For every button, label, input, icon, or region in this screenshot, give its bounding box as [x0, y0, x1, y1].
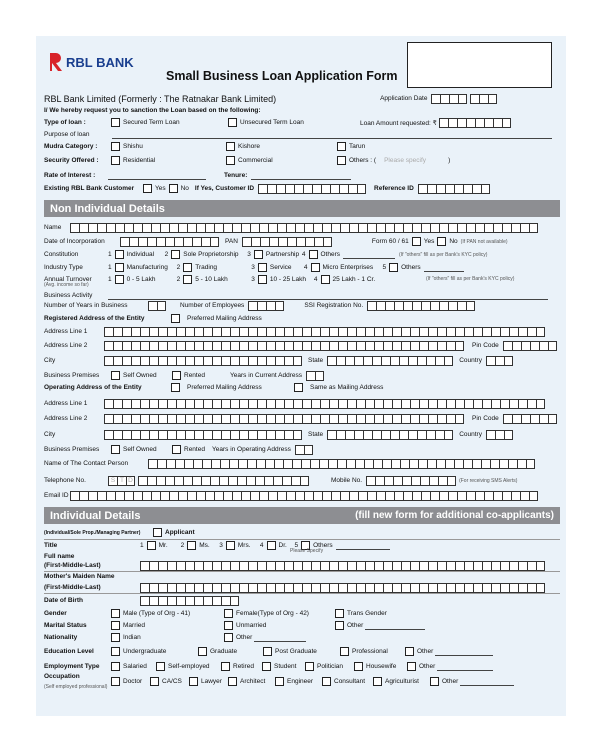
op-address-line-1-label: Address Line 1: [44, 400, 88, 407]
op-state-boxes[interactable]: [327, 430, 453, 440]
telephone-label: Telephone No.: [44, 477, 86, 484]
reg-country-boxes[interactable]: [486, 356, 513, 366]
industry-num-3: 3: [251, 264, 255, 271]
title-specify: Please Specify: [290, 548, 324, 554]
contact-person-label: Name of The Contact Person: [44, 460, 129, 467]
years-in-business-label: Number of Years in Business: [44, 302, 128, 309]
mother-name-label: Mother's Maiden Name: [44, 573, 115, 580]
premises-self-owned-label: Self Owned: [123, 372, 157, 379]
industry-micro-label: Micro Enterprises: [322, 264, 374, 271]
emp-salaried-label: Salaried: [123, 663, 147, 670]
std-d: D: [126, 476, 135, 486]
industry-service-checkbox[interactable]: [258, 263, 267, 272]
form60-yes-label: Yes: [423, 238, 435, 245]
turnover-label: Annual Turnover: [44, 276, 92, 283]
legal-name: RBL Bank Limited (Formerly : The Ratnakar Bank Limited): [44, 93, 277, 104]
application-date-boxes-2[interactable]: [470, 94, 497, 104]
kishore-label: Kishore: [238, 143, 261, 150]
existing-no-label: No: [180, 185, 189, 192]
unsecured-loan-checkbox[interactable]: [228, 118, 237, 127]
edu-graduate-label: Graduate: [210, 648, 238, 655]
emp-self-employed-checkbox[interactable]: [156, 662, 165, 671]
individual-title: Individual Details: [50, 509, 141, 522]
emp-student-checkbox[interactable]: [262, 662, 271, 671]
gender-female-label: Female(Type of Org - 42): [236, 610, 309, 617]
commercial-checkbox[interactable]: [226, 156, 235, 165]
marital-other-label: Other: [347, 622, 364, 629]
commercial-label: Commercial: [238, 157, 273, 164]
reg-state-boxes[interactable]: [327, 356, 453, 366]
sms-note: (For receiving SMS Alerts): [459, 477, 518, 484]
security-others-label: Others : (: [349, 157, 377, 164]
security-close-paren: ): [448, 157, 451, 164]
application-form-page: [36, 36, 566, 716]
industry-micro-checkbox[interactable]: [311, 263, 320, 272]
mudra-label: Mudra Category :: [44, 143, 98, 150]
op-country-label: Country: [459, 431, 482, 438]
bank-logo: [48, 52, 134, 72]
employment-label: Employment Type: [44, 663, 100, 670]
gender-trans-label: Trans Gender: [347, 610, 387, 617]
constitution-num-2: 2: [164, 251, 169, 258]
turnover-num-4: 4: [313, 276, 318, 283]
nationality-other-checkbox[interactable]: [224, 633, 233, 642]
occupation-label: Occupation: [44, 672, 80, 680]
non-individual-heading: [44, 200, 560, 217]
form-title: Small Business Loan Application Form: [166, 69, 398, 83]
occupation-note: (Self employed professional): [44, 684, 108, 690]
op-premises-label: Business Premises: [44, 446, 100, 453]
title-num-1: 1: [140, 542, 144, 549]
occ-agriculturist-label: Agriculturist: [385, 678, 419, 685]
edu-professional-checkbox[interactable]: [340, 647, 349, 656]
marital-married-label: Married: [123, 622, 146, 629]
full-name-fml: (First-Middle-Last): [44, 562, 101, 569]
kishore-checkbox[interactable]: [226, 142, 235, 151]
title-dr-label: Dr.: [278, 542, 287, 549]
op-state-label: State: [308, 431, 324, 438]
gender-male-checkbox[interactable]: [111, 609, 120, 618]
nationality-label: Nationality: [44, 634, 78, 641]
reg-state-label: State: [308, 357, 324, 364]
emp-politician-checkbox[interactable]: [305, 662, 314, 671]
form60-label: Form 60 / 61: [371, 238, 409, 245]
title-others-label: Others: [313, 542, 333, 549]
edu-postgraduate-checkbox[interactable]: [263, 647, 272, 656]
unsecured-loan-label: Unsecured Term Loan: [240, 119, 304, 126]
industry-others-label: Others: [401, 264, 421, 271]
reference-id-boxes[interactable]: [418, 184, 490, 194]
title-ms-label: Ms.: [199, 542, 210, 549]
entity-name-boxes[interactable]: [70, 223, 538, 233]
emp-retired-label: Retired: [233, 663, 254, 670]
gender-trans-checkbox[interactable]: [335, 609, 344, 618]
email-boxes[interactable]: [70, 491, 538, 501]
turnover-num-1: 1: [108, 276, 112, 283]
loan-amount-label: Loan Amount requested: ₹: [360, 119, 437, 127]
non-individual-title: Non Individual Details: [50, 202, 165, 215]
marital-label: Marital Status: [44, 622, 87, 629]
turnover-10-25-label: 10 - 25 Lakh: [269, 276, 307, 283]
title-mr-checkbox[interactable]: [147, 541, 156, 550]
marital-married-checkbox[interactable]: [111, 621, 120, 630]
emp-politician-label: Politician: [317, 663, 344, 670]
request-text: I/ We hereby request you to sanction the Loan based on the following:: [44, 107, 261, 114]
form60-yes-checkbox[interactable]: [412, 237, 421, 246]
telephone-boxes[interactable]: [138, 476, 309, 486]
ssi-label: SSI Registration No.: [304, 302, 364, 309]
emp-other-label: Other: [419, 663, 436, 670]
secured-loan-checkbox[interactable]: [111, 118, 120, 127]
marital-other-checkbox[interactable]: [335, 621, 344, 630]
rate-label: Rate of Interest :: [44, 172, 96, 179]
edu-undergraduate-checkbox[interactable]: [111, 647, 120, 656]
rate-field[interactable]: [108, 172, 206, 180]
title-ms-checkbox[interactable]: [187, 541, 196, 550]
industry-num-5: 5: [382, 264, 387, 271]
industry-manufacturing-checkbox[interactable]: [115, 263, 124, 272]
employees-boxes[interactable]: [248, 301, 284, 311]
std-s: S: [108, 476, 117, 486]
photo-box[interactable]: [407, 42, 552, 88]
application-date-boxes[interactable]: [431, 94, 467, 104]
title-label: Title: [44, 542, 58, 549]
gender-male-label: Male (Type of Org - 41): [123, 610, 191, 617]
reg-address-line-2-label: Address Line 2: [44, 342, 88, 349]
nationality-other-field[interactable]: [254, 634, 306, 642]
edu-undergraduate-label: Undergraduate: [123, 648, 167, 655]
tarun-checkbox[interactable]: [337, 142, 346, 151]
industry-service-label: Service: [269, 264, 292, 271]
existing-customer-label: Existing RBL Bank Customer: [44, 185, 135, 192]
marital-unmarried-checkbox[interactable]: [224, 621, 233, 630]
secured-loan-label: Secured Term Loan: [123, 119, 180, 126]
operating-preferred-checkbox[interactable]: [171, 383, 180, 392]
full-name-boxes[interactable]: [140, 561, 545, 571]
constitution-partnership-label: Partnership: [265, 251, 300, 258]
op-pin-label: Pin Code: [472, 415, 499, 422]
existing-no-checkbox[interactable]: [169, 184, 178, 193]
constitution-individual-checkbox[interactable]: [115, 250, 124, 259]
reg-address-line-2-boxes[interactable]: [104, 341, 464, 351]
constitution-note: (If "others" fill as per Bank's KYC policy): [399, 251, 488, 258]
full-name-label: Full name: [44, 553, 75, 560]
years-current-boxes[interactable]: [306, 371, 324, 381]
edu-other-field[interactable]: [435, 648, 493, 656]
reg-address-line-1-label: Address Line 1: [44, 328, 88, 335]
industry-num-4: 4: [303, 264, 308, 271]
nationality-indian-label: Indian: [123, 634, 141, 641]
role-label: (Individual/Sole Prop./Managing Partner): [44, 529, 141, 536]
dob-label: Date of Birth: [44, 597, 83, 604]
turnover-num-3: 3: [251, 276, 255, 283]
title-num-3: 3: [219, 542, 223, 549]
residential-checkbox[interactable]: [111, 156, 120, 165]
co-applicant-note: (fill new form for additional co-applicants): [355, 510, 554, 521]
industry-label: Industry Type: [44, 264, 83, 271]
emp-housewife-checkbox[interactable]: [354, 662, 363, 671]
reg-city-boxes[interactable]: [104, 356, 302, 366]
edu-graduate-checkbox[interactable]: [198, 647, 207, 656]
industry-note: (If "others" fill as per Bank's KYC policy): [426, 275, 515, 282]
reference-id-label: Reference ID: [374, 185, 414, 192]
mother-name-boxes[interactable]: [140, 583, 545, 593]
purpose-field[interactable]: [112, 131, 552, 139]
reg-address-line-1-boxes[interactable]: [104, 327, 545, 337]
op-premises-self-owned-checkbox[interactable]: [111, 445, 120, 454]
marital-unmarried-label: Unmarried: [236, 622, 267, 629]
title-num-5: 5: [294, 542, 299, 549]
purpose-label: Purpose of loan: [44, 131, 90, 138]
op-premises-rented-checkbox[interactable]: [172, 445, 181, 454]
edu-postgraduate-label: Post Graduate: [275, 648, 317, 655]
pan-label: PAN: [225, 238, 238, 245]
op-address-line-1-boxes[interactable]: [104, 399, 545, 409]
security-others-checkbox[interactable]: [337, 156, 346, 165]
op-city-boxes[interactable]: [104, 430, 302, 440]
tarun-label: Tarun: [349, 143, 366, 150]
reg-pin-boxes[interactable]: [503, 341, 557, 351]
turnover-5-10-label: 5 - 10 Lakh: [195, 276, 228, 283]
applicant-checkbox[interactable]: [153, 528, 162, 537]
edu-professional-label: Professional: [352, 648, 388, 655]
entity-name-label: Name: [44, 224, 62, 231]
premises-rented-label: Rented: [184, 372, 205, 379]
reg-city-label: City: [44, 357, 56, 364]
occ-doctor-label: Doctor: [123, 678, 143, 685]
occ-lawyer-label: Lawyer: [201, 678, 222, 685]
industry-manufacturing-label: Manufacturing: [126, 264, 168, 271]
industry-num-1: 1: [108, 264, 112, 271]
industry-trading-label: Trading: [195, 264, 218, 271]
rbl-logo-icon: [48, 52, 64, 72]
business-activity-label: Business Activity: [44, 292, 93, 299]
op-country-boxes[interactable]: [486, 430, 513, 440]
op-premises-rented-label: Rented: [184, 446, 205, 453]
same-as-mailing-label: Same as Mailing Address: [310, 384, 384, 391]
type-of-loan-label: Type of loan :: [44, 119, 86, 126]
registered-preferred-checkbox[interactable]: [171, 314, 180, 323]
nationality-other-label: Other: [236, 634, 253, 641]
occ-other-label: Other: [442, 678, 459, 685]
industry-trading-checkbox[interactable]: [183, 263, 192, 272]
dob-boxes[interactable]: [140, 596, 239, 606]
nationality-indian-checkbox[interactable]: [111, 633, 120, 642]
tenure-field[interactable]: [251, 172, 351, 180]
occ-engineer-label: Engineer: [287, 678, 314, 685]
gender-label: Gender: [44, 610, 67, 617]
form60-no-checkbox[interactable]: [437, 237, 446, 246]
constitution-num-3: 3: [247, 251, 251, 258]
constitution-others-label: Others: [320, 251, 341, 258]
doi-label: Date of Incorporation: [44, 238, 105, 245]
title-mrs-checkbox[interactable]: [226, 541, 235, 550]
marital-other-field[interactable]: [365, 622, 425, 630]
same-as-mailing-checkbox[interactable]: [294, 383, 303, 392]
doi-boxes[interactable]: [120, 237, 219, 247]
industry-num-2: 2: [176, 264, 181, 271]
occ-consultant-label: Consultant: [334, 678, 366, 685]
emp-retired-checkbox[interactable]: [221, 662, 230, 671]
turnover-num-2: 2: [176, 276, 181, 283]
form60-no-label: No: [449, 238, 458, 245]
op-premises-self-owned-label: Self Owned: [123, 446, 157, 453]
pan-na-note: (If PAN not available): [460, 238, 508, 245]
emp-salaried-checkbox[interactable]: [111, 662, 120, 671]
op-address-line-2-label: Address Line 2: [44, 415, 88, 422]
emp-other-field[interactable]: [437, 663, 493, 671]
title-mr-label: Mr.: [158, 542, 168, 549]
turnover-25-1cr-label: 25 Lakh - 1 Cr.: [332, 276, 376, 283]
residential-label: Residential: [123, 157, 156, 164]
reg-pin-label: Pin Code: [472, 342, 499, 349]
operating-address-label: Operating Address of the Entity: [44, 384, 142, 391]
customer-id-label: If Yes, Customer ID: [194, 185, 255, 192]
years-operating-label: Years in Operating Address: [212, 446, 291, 453]
registered-address-label: Registered Address of the Entity: [44, 315, 145, 322]
constitution-partnership-checkbox[interactable]: [254, 250, 263, 259]
ssi-boxes[interactable]: [367, 301, 475, 311]
premises-rented-checkbox[interactable]: [172, 371, 181, 380]
years-current-label: Years in Current Address: [230, 372, 303, 379]
op-city-label: City: [44, 431, 56, 438]
title-dr-checkbox[interactable]: [267, 541, 276, 550]
premises-label: Business Premises: [44, 372, 100, 379]
existing-yes-label: Yes: [155, 185, 166, 192]
title-num-4: 4: [259, 542, 264, 549]
customer-id-boxes[interactable]: [258, 184, 366, 194]
title-num-2: 2: [180, 542, 185, 549]
shishu-checkbox[interactable]: [111, 142, 120, 151]
industry-others-checkbox[interactable]: [389, 263, 398, 272]
op-address-line-2-boxes[interactable]: [104, 414, 464, 424]
constitution-label: Constitution: [44, 251, 79, 258]
constitution-num-1: 1: [108, 251, 112, 258]
edu-other-label: Other: [417, 648, 434, 655]
occ-architect-label: Architect: [240, 678, 266, 685]
turnover-note: (Avg. income so far): [44, 282, 89, 288]
std-code-boxes[interactable]: [108, 476, 135, 486]
pan-boxes[interactable]: [242, 237, 332, 247]
loan-amount-boxes[interactable]: [439, 118, 511, 128]
premises-self-owned-checkbox[interactable]: [111, 371, 120, 380]
emp-self-employed-label: Self-employed: [168, 663, 210, 670]
constitution-individual-label: Individual: [126, 251, 155, 258]
employees-label: Number of Employees: [180, 302, 245, 309]
education-label: Education Level: [44, 648, 94, 655]
registered-preferred-label: Preferred Mailing Address: [187, 315, 262, 322]
edu-other-checkbox[interactable]: [405, 647, 414, 656]
years-in-business-boxes[interactable]: [148, 301, 166, 311]
industry-others-field[interactable]: [424, 264, 464, 272]
tenure-label: Tenure:: [224, 172, 248, 179]
emp-other-checkbox[interactable]: [407, 662, 416, 671]
bank-name: RBL BANK: [66, 54, 134, 70]
individual-heading: [44, 507, 560, 524]
constitution-sole-label: Sole Proprietorship: [183, 251, 239, 258]
title-mrs-label: Mrs.: [237, 542, 251, 549]
reg-country-label: Country: [459, 357, 482, 364]
email-label: Email ID: [44, 492, 69, 499]
application-date-label: Application Date: [380, 95, 428, 102]
constitution-num-4: 4: [301, 251, 306, 258]
turnover-0-5-label: 0 - 5 Lakh: [126, 276, 156, 283]
years-operating-boxes[interactable]: [295, 445, 313, 455]
mobile-label: Mobile No.: [331, 477, 363, 484]
operating-preferred-label: Preferred Mailing Address: [187, 384, 262, 391]
emp-housewife-label: Housewife: [366, 663, 397, 670]
security-label: Security Offered :: [44, 157, 99, 164]
occ-ca-label: CA/CS: [162, 678, 182, 685]
constitution-others-field[interactable]: [343, 251, 395, 259]
mother-name-fml: (First-Middle-Last): [44, 584, 101, 591]
op-pin-boxes[interactable]: [503, 414, 557, 424]
emp-student-label: Student: [274, 663, 297, 670]
constitution-sole-checkbox[interactable]: [171, 250, 180, 259]
mobile-boxes[interactable]: [366, 476, 456, 486]
constitution-others-checkbox[interactable]: [309, 250, 318, 259]
std-t: T: [117, 476, 126, 486]
gender-female-checkbox[interactable]: [224, 609, 233, 618]
applicant-label: Applicant: [165, 529, 195, 536]
existing-yes-checkbox[interactable]: [143, 184, 152, 193]
security-specify: Please specify: [384, 157, 427, 164]
shishu-label: Shishu: [123, 143, 143, 150]
contact-person-boxes[interactable]: [148, 459, 535, 469]
